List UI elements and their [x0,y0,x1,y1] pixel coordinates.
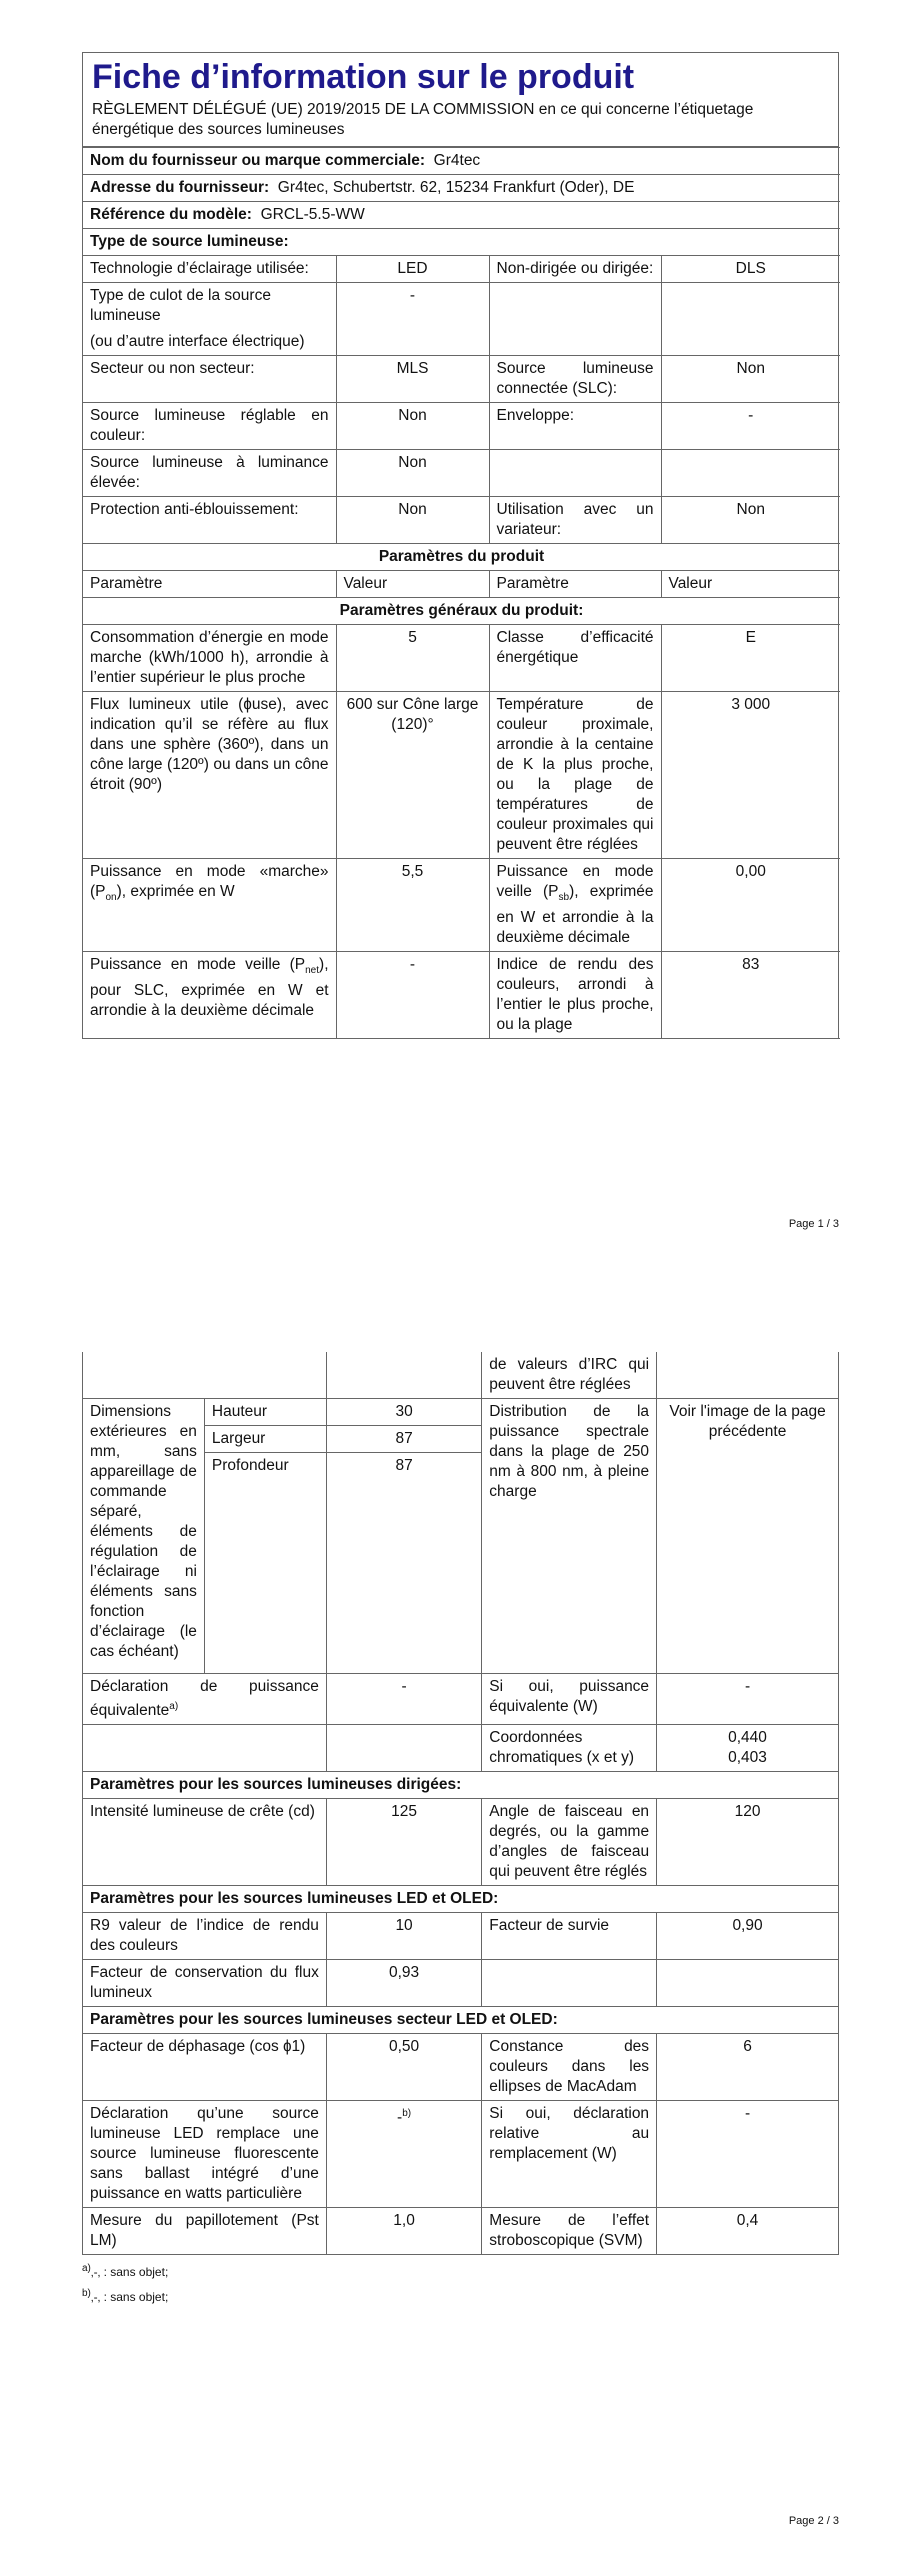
spectral-label: Distribution de la puissance spectrale dans la plage de 250 nm à 800 nm, à pleine charge [482,1399,657,1674]
supplier-label: Nom du fournisseur ou marque commerciale: [90,152,426,169]
mains-value: 0,50 [326,2034,481,2101]
type-value: - [336,283,489,356]
type-row [83,450,840,497]
on-power-label: Puissance en mode «marche» (P [90,863,329,900]
mains-param: Mesure de l’effet stroboscopique (SVM) [482,2208,657,2255]
general-param [83,859,336,952]
type-param: Non-dirigée ou dirigée: [489,256,661,283]
type-param: Utilisation avec un variateur: [489,497,661,544]
dimensions-label: Dimensions extérieures en mm, sans appareillage de commande séparé, éléments de régulation de l’éclairage ni éléments sans fonction d’éclairage (le cas échéant) [83,1399,205,1674]
address-value: Gr4tec, Schubertstr. 62, 15234 Frankfurt (Oder), DE [277,179,635,196]
mains-param: Constance des couleurs dans les ellipses de MacAdam [482,2034,657,2101]
col-header-param: Paramètre [83,571,336,598]
dim-name: Profondeur [205,1453,326,1674]
general-param: Classe d’efficacité énergétique [489,625,661,692]
dim-name: Largeur [205,1426,326,1453]
led-value: 10 [326,1913,481,1960]
column-header-row [83,571,840,598]
replace-sup: b) [402,2108,412,2120]
type-value: Non [336,497,489,544]
directed-param: Intensité lumineuse de crête (cd) [83,1799,327,1886]
mains-value: - [657,2101,839,2208]
general-header-row [83,598,840,625]
product-params-header-row [83,544,840,571]
directed-header: Paramètres pour les sources lumineuses dirigées: [83,1772,839,1799]
type-param [489,283,661,356]
chromaticity-row [83,1725,839,1772]
mains-row [83,2208,839,2255]
directed-value: 125 [326,1799,481,1886]
equiv-value: - [326,1674,481,1725]
dim-row [205,1453,481,1674]
led-row [83,1960,839,2007]
cap-type-note: (ou d’autre interface électrique) [90,333,305,350]
mains-param: Déclaration qu’une source lumineuse LED remplace une source lumineuse fluorescente sans ballast intégré d’une puissance en watts particulière [83,2101,327,2208]
type-param: Enveloppe: [489,403,661,450]
led-header: Paramètres pour les sources lumineuses LED et OLED: [83,1886,839,1913]
net-standby-sub: net [305,965,320,977]
general-value: 600 sur Cône large (120)° [336,692,489,859]
general-param: Consommation d’énergie en mode marche (kWh/1000 h), arrondie à l’entier supérieur le plus proche [83,625,336,692]
col-header-value2: Valeur [661,571,840,598]
standby-power-sub: sb [558,892,570,904]
directed-header-row [83,1772,839,1799]
type-param: Source lumineuse à luminance élevée: [83,450,336,497]
general-param: Flux lumineux utile (ɸuse), avec indication qu’il se réfère au flux dans une sphère (360º), dans un cône large (120º) ou dans un cône étroit (90º) [83,692,336,859]
page-2 [82,1352,839,2305]
type-param: Technologie d’éclairage utilisée: [83,256,336,283]
title-box [83,53,838,147]
footnote-b [82,2286,839,2305]
directed-row [83,1799,839,1886]
supplier-row [83,148,840,175]
replace-value: - [397,2109,403,2127]
page-number: Page 2 / 3 [788,2515,839,2527]
model-label: Référence du modèle: [90,206,252,223]
led-value: 0,90 [657,1913,839,1960]
model-value: GRCL-5.5-WW [260,206,365,223]
footnote-a-text: ‚-‚ : sans objet; [90,2265,169,2280]
general-row [83,952,840,1039]
general-value: - [336,952,489,1039]
footnote-a-sup: a) [82,2263,91,2275]
dim-row [205,1426,481,1453]
empty-cell [657,1352,839,1399]
on-power-sub: on [105,892,117,904]
page-title: Fiche d’information sur le produit [92,58,635,96]
equiv-label-text: Déclaration de puissance équivalente [90,1678,319,1720]
equiv-label [83,1674,327,1725]
mains-value: 1,0 [326,2208,481,2255]
dim-row [205,1399,481,1426]
col-header-value: Valeur [336,571,489,598]
type-param [489,450,661,497]
general-param [83,952,336,1039]
product-params-table-cont [82,1352,839,2255]
continued-row [83,1352,839,1399]
mains-param: Si oui, déclaration relative au remplacement (W) [482,2101,657,2208]
cap-type-text: Type de culot de la source lumineuse [90,287,271,324]
type-value: Non [336,450,489,497]
led-param [482,1960,657,2007]
general-row [83,692,840,859]
type-param: Source lumineuse réglable en couleur: [83,403,336,450]
dimensions-table [205,1399,481,1673]
mains-row [83,2101,839,2208]
mains-row [83,2034,839,2101]
footnote-b-text: ‚-‚ : sans objet; [90,2290,169,2305]
empty-cell [83,1352,327,1399]
type-row [83,256,840,283]
net-standby-label: Puissance en mode veille (P [90,956,306,974]
type-header-row [83,229,840,256]
type-row [83,403,840,450]
type-row [83,497,840,544]
footnote-b-sup: b) [82,2288,91,2300]
type-header: Type de source lumineuse: [83,229,840,256]
general-row [83,625,840,692]
product-info-table [83,147,840,1039]
led-param: R9 valeur de l’indice de rendu des couleurs [83,1913,327,1960]
general-value: 5,5 [336,859,489,952]
cri-continued: de valeurs d’IRC qui peuvent être réglées [482,1352,657,1399]
regulation-text: RÈGLEMENT DÉLÉGUÉ (UE) 2019/2015 DE LA COMMISSION en ce qui concerne l’étiquetage énergétique des sources lumineuses [92,101,754,138]
led-param: Facteur de survie [482,1913,657,1960]
type-value [661,450,840,497]
chroma-label: Coordonnées chromatiques (x et y) [482,1725,657,1772]
address-label: Adresse du fournisseur: [90,179,270,196]
directed-param: Angle de faisceau en degrés, ou la gamme d’angles de faisceau qui peuvent être réglés [482,1799,657,1886]
model-row [83,202,840,229]
type-param: Source lumineuse connectée (SLC): [489,356,661,403]
led-value: 0,93 [326,1960,481,2007]
type-row [83,356,840,403]
general-param: Température de couleur proximale, arrondie à la centaine de K la plus proche, ou la plage de températures de couleur proximales qui peuvent être réglées [489,692,661,859]
type-value: MLS [336,356,489,403]
type-row [83,283,840,356]
mains-param: Mesure du papillotement (Pst LM) [83,2208,327,2255]
standby-power-label: Puissance en mode veille (P [496,863,654,900]
type-value: Non [661,497,840,544]
led-param: Facteur de conservation du flux lumineux [83,1960,327,2007]
type-value: - [661,403,840,450]
type-value: Non [661,356,840,403]
type-param: Protection anti-éblouissement: [83,497,336,544]
chroma-x: 0,440 [728,1729,767,1747]
type-value: Non [336,403,489,450]
mains-value: 0,4 [657,2208,839,2255]
empty-cell [83,1725,327,1772]
col-header-param2: Paramètre [489,571,661,598]
dimensions-values [204,1399,481,1674]
address-row [83,175,840,202]
standby-power-label-end: ), exprimée en W et arrondie à la deuxième décimale [496,883,654,947]
chroma-y: 0,403 [728,1749,767,1767]
general-value: 0,00 [661,859,840,952]
product-params-header: Paramètres du produit [83,544,840,571]
directed-value: 120 [657,1799,839,1886]
footnote-a [82,2261,839,2280]
dim-value: 87 [326,1426,481,1453]
type-value: LED [336,256,489,283]
equivalent-power-row [83,1674,839,1725]
net-standby-label-end: ), pour SLC, exprimée en W et arrondie à la deuxième décimale [90,956,329,1020]
equiv2-label: Si oui, puissance équivalente (W) [482,1674,657,1725]
dim-name: Hauteur [205,1399,326,1426]
general-row [83,859,840,952]
mains-value: 6 [657,2034,839,2101]
general-param: Indice de rendu des couleurs, arrondi à l’entier le plus proche, ou la plage [489,952,661,1039]
mains-value [326,2101,481,2208]
empty-cell [326,1352,481,1399]
general-value: 83 [661,952,840,1039]
general-param [489,859,661,952]
mains-header: Paramètres pour les sources lumineuses secteur LED et OLED: [83,2007,839,2034]
general-value: 5 [336,625,489,692]
equiv2-value: - [657,1674,839,1725]
equiv-sup: a) [169,1701,179,1712]
dim-value: 30 [326,1399,481,1426]
footnotes [82,2261,839,2305]
general-value: E [661,625,840,692]
on-power-label-end: ), exprimée en W [116,883,235,900]
chroma-value [657,1725,839,1772]
supplier-value: Gr4tec [433,152,481,169]
led-row [83,1913,839,1960]
general-value: 3 000 [661,692,840,859]
product-sheet-frame [82,52,839,1039]
mains-header-row [83,2007,839,2034]
page-number: Page 1 / 3 [788,1218,839,1230]
page-1 [82,52,839,1039]
type-value: DLS [661,256,840,283]
general-header: Paramètres généraux du produit: [83,598,840,625]
type-value [661,283,840,356]
empty-cell [326,1725,481,1772]
spectral-value: Voir l'image de la page précédente [657,1399,839,1674]
mains-param: Facteur de déphasage (cos ɸ1) [83,2034,327,2101]
dim-value: 87 [395,1457,413,1474]
type-param [83,283,336,356]
type-param: Secteur ou non secteur: [83,356,336,403]
led-header-row [83,1886,839,1913]
led-value [657,1960,839,2007]
